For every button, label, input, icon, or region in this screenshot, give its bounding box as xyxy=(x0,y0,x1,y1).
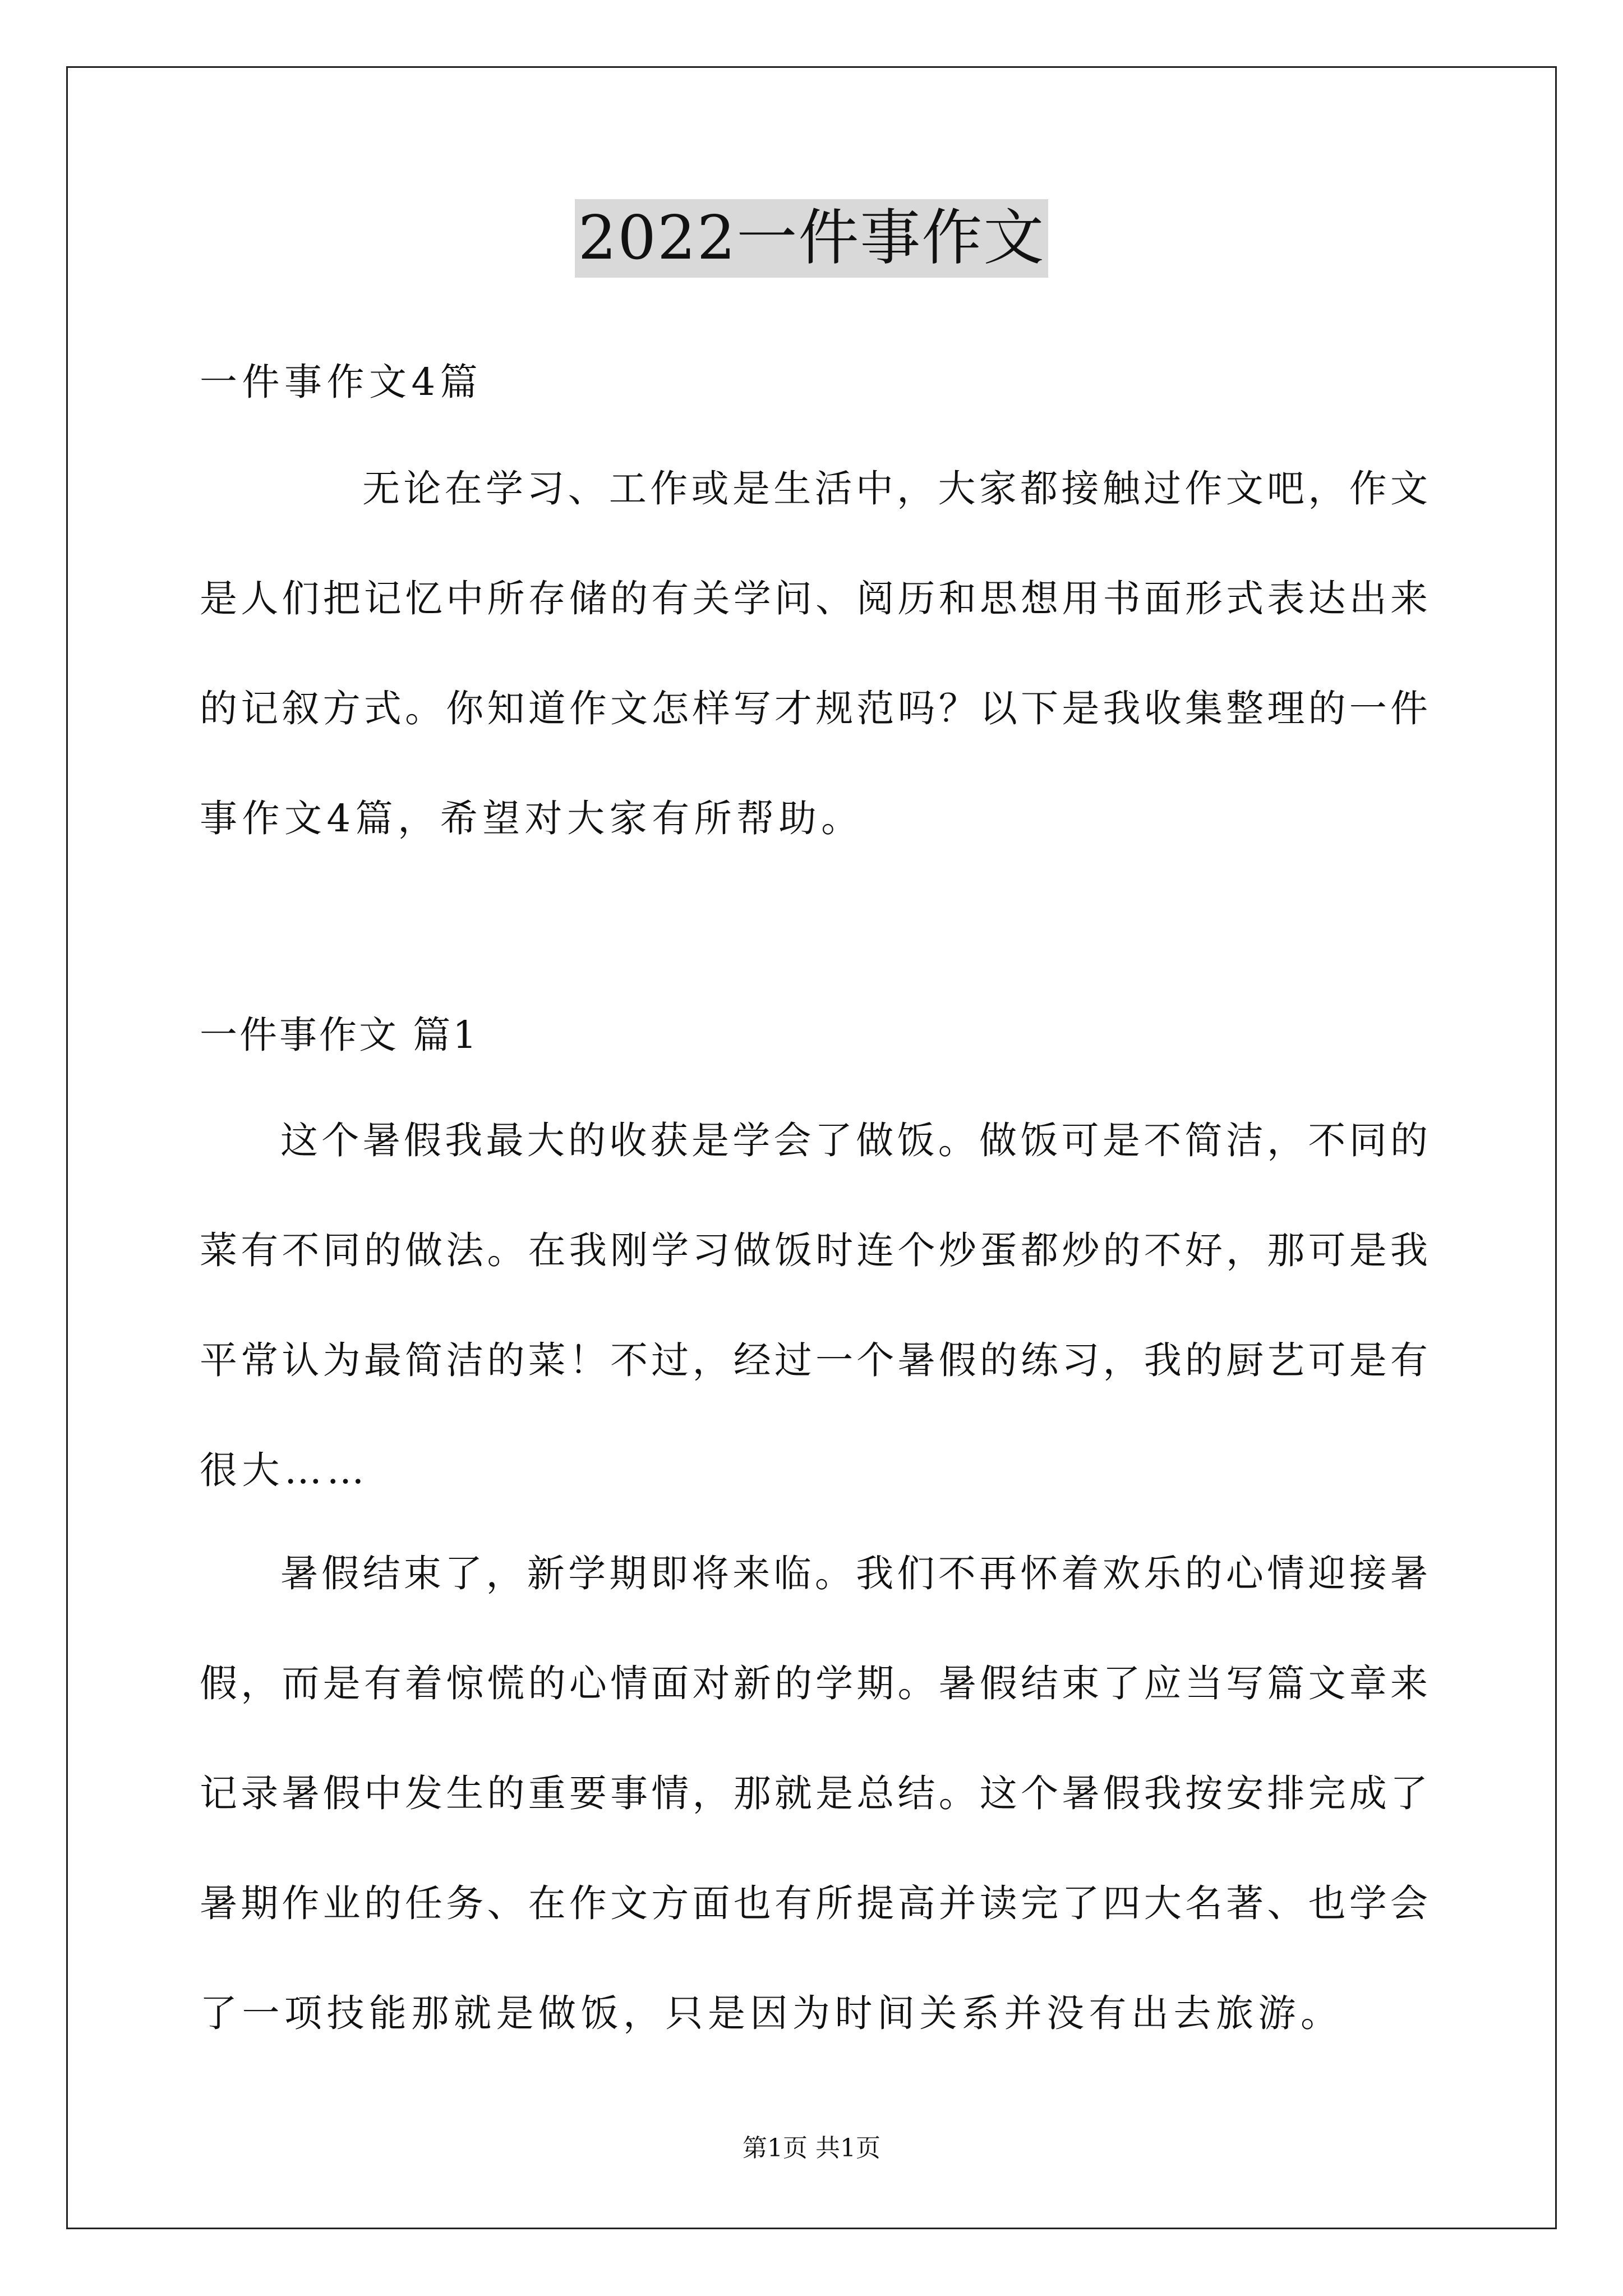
paragraph-line: 平常认为最简洁的菜！不过，经过一个暑假的练习，我的厨艺可是有 xyxy=(200,1338,1428,1382)
page-footer: 第1页 共1页 xyxy=(743,2134,880,2162)
paragraph-line: 暑期作业的任务、在作文方面也有所提高并读完了四大名著、也学会 xyxy=(200,1881,1428,1925)
document-subtitle: 一件事作文4篇 xyxy=(200,360,483,404)
section-heading: 一件事作文 篇1 xyxy=(200,1013,479,1057)
paragraph-line: 了一项技能那就是做饭，只是因为时间关系并没有出去旅游。 xyxy=(200,1991,1343,2035)
title-container xyxy=(0,199,1623,278)
paragraph-line: 记录暑假中发生的重要事情，那就是总结。这个暑假我按安排完成了 xyxy=(200,1772,1428,1815)
document-title: 2022一件事作文 xyxy=(575,199,1049,278)
intro-line: 事作文4篇，希望对大家有所帮助。 xyxy=(200,797,864,840)
paragraph-line: 菜有不同的做法。在我刚学习做饭时连个炒蛋都炒的不好，那可是我 xyxy=(200,1228,1428,1272)
paragraph-line: 这个暑假我最大的收获是学会了做饭。做饭可是不简洁，不同的 xyxy=(280,1119,1428,1162)
intro-line: 的记叙方式。你知道作文怎样写才规范吗？以下是我收集整理的一件 xyxy=(200,687,1428,730)
intro-line: 无论在学习、工作或是生活中，大家都接触过作文吧，作文 xyxy=(362,467,1428,510)
paragraph-line: 很大…… xyxy=(200,1448,369,1492)
intro-line: 是人们把记忆中所存储的有关学问、阅历和思想用书面形式表达出来 xyxy=(200,577,1428,620)
paragraph-line: 暑假结束了，新学期即将来临。我们不再怀着欢乐的心情迎接暑 xyxy=(280,1552,1428,1595)
paragraph-line: 假，而是有着惊慌的心情面对新的学期。暑假结束了应当写篇文章来 xyxy=(200,1662,1428,1705)
